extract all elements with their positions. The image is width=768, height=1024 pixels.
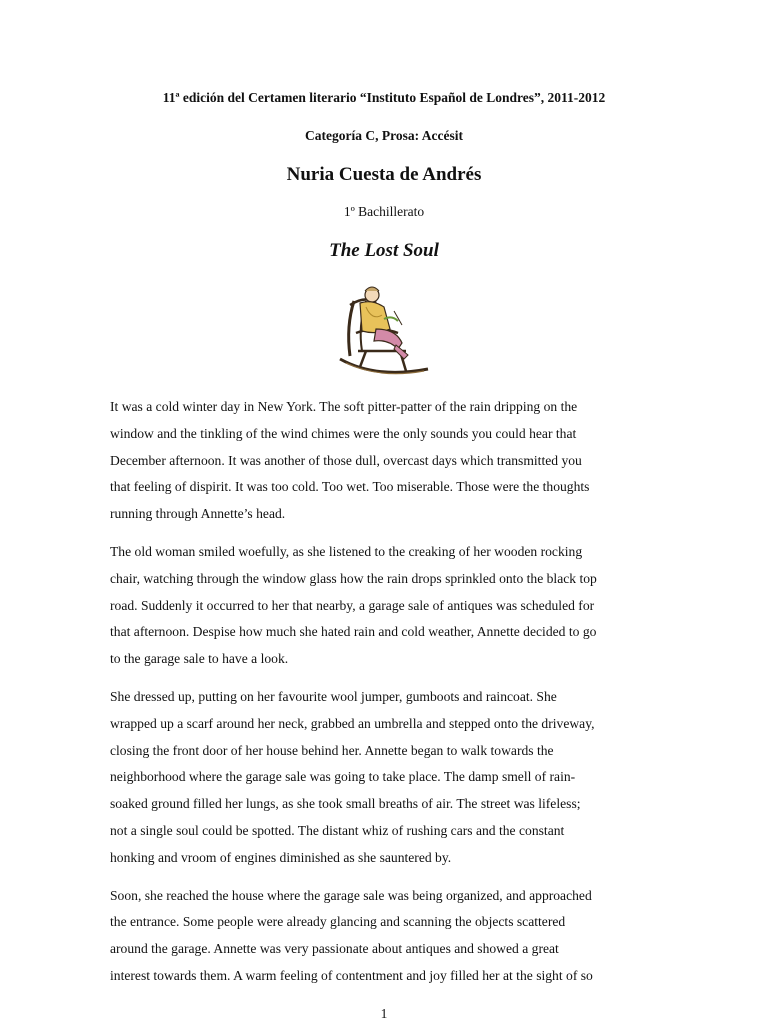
text-line: running through Annette’s head. <box>110 506 286 522</box>
story-title: The Lost Soul <box>329 240 439 261</box>
text-line: soaked ground filled her lungs, as she took small breaths of air. The street was lifeless; <box>110 796 581 812</box>
story-paragraph <box>110 394 658 528</box>
text-line: wrapped up a scarf around her neck, grabbed an umbrella and stepped onto the driveway, <box>110 715 595 731</box>
text-line: road. Suddenly it occurred to her that nearby, a garage sale of antiques was scheduled for <box>110 597 595 613</box>
story-paragraph <box>110 883 658 990</box>
woman-in-rocking-chair-icon <box>336 281 432 381</box>
text-line: to the garage sale to have a look. <box>110 651 289 667</box>
category-heading: Categoría C, Prosa: Accésit <box>305 128 463 143</box>
text-line: that feeling of dispirit. It was too cold. Too wet. Too miserable. Those were the thoughts <box>110 479 590 495</box>
story-paragraph <box>110 684 658 872</box>
text-line: that afternoon. Despise how much she hated rain and cold weather, Annette decided to go <box>110 624 597 640</box>
text-line: Soon, she reached the house where the garage sale was being organized, and approached <box>110 887 592 903</box>
text-line: She dressed up, putting on her favourite wool jumper, gumboots and raincoat. She <box>110 688 557 704</box>
contest-heading: 11ª edición del Certamen literario “Instituto Español de Londres”, 2011-2012 <box>162 90 606 105</box>
text-line: not a single soul could be spotted. The distant whiz of rushing cars and the constant <box>110 822 565 838</box>
text-line: the entrance. Some people were already glancing and scanning the objects scattered <box>110 914 566 930</box>
author-name: Nuria Cuesta de Andrés <box>286 164 482 185</box>
text-line: It was a cold winter day in New York. The soft pitter-patter of the rain dripping on the <box>110 399 578 414</box>
text-line: The old woman smiled woefully, as she listened to the creaking of her wooden rocking <box>110 543 583 559</box>
author-grade: 1º Bachillerato <box>343 204 425 219</box>
text-line: around the garage. Annette was very passionate about antiques and showed a great <box>110 941 559 957</box>
text-line: interest towards them. A warm feeling of contentment and joy filled her at the sight of so <box>110 967 593 983</box>
story-body <box>110 394 658 1001</box>
text-line: honking and vroom of engines diminished as she sauntered by. <box>110 849 452 865</box>
text-line: window and the tinkling of the wind chimes were the only sounds you could hear that <box>110 425 577 441</box>
text-line: December afternoon. It was another of those dull, overcast days which transmitted you <box>110 452 582 468</box>
text-line: neighborhood where the garage sale was going to take place. The damp smell of rain- <box>110 769 576 785</box>
story-paragraph <box>110 539 658 673</box>
text-line: closing the front door of her house behind her. Annette began to walk towards the <box>110 742 554 758</box>
page-number: 1 <box>380 1006 388 1021</box>
text-line: chair, watching through the window glass how the rain drops sprinkled onto the black top <box>110 570 597 586</box>
